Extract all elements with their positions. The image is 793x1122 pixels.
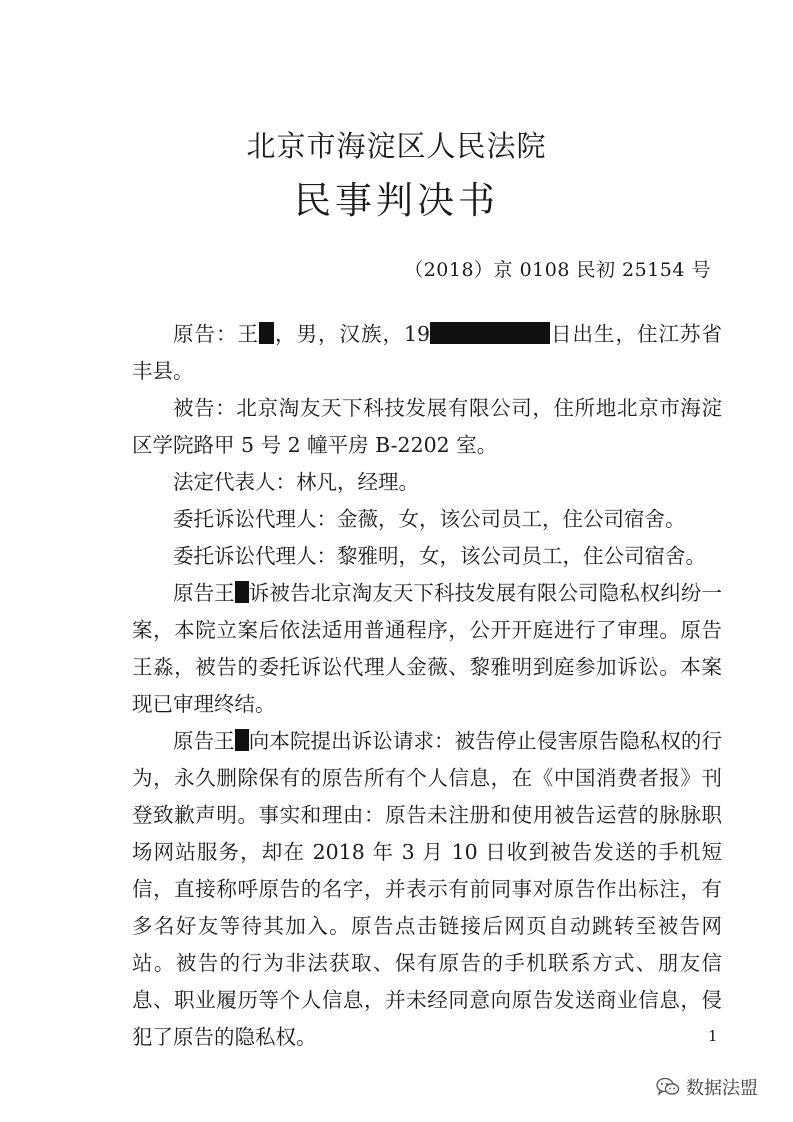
court-name: 北京市海淀区人民法院	[246, 129, 547, 163]
document-body	[132, 316, 722, 1056]
redaction-block	[235, 581, 249, 603]
wechat-icon	[656, 1077, 680, 1097]
redaction-block	[235, 729, 249, 751]
legal-representative: 法定代表人：林凡，经理。	[173, 470, 419, 494]
agent-1: 委托诉讼代理人：金薇，女，该公司员工，住公司宿舍。	[173, 507, 686, 531]
redaction-block	[259, 322, 274, 344]
watermark	[656, 1074, 758, 1100]
plaintiff-info: 原告：王 ，男，汉族，19 日出生，住江苏省丰县。	[132, 322, 723, 383]
case-paragraph: 原告王 诉被告北京淘友天下科技发展有限公司隐私权纠纷一案，本院立案后依法适用普通程序，公开开庭进行了审理。原告王淼，被告的委托诉讼代理人金薇、黎雅明到庭参加诉讼。本案现已审理终结。	[132, 581, 723, 716]
redaction-block	[430, 322, 550, 344]
document-title: 民事判决书	[294, 179, 499, 222]
agent-2: 委托诉讼代理人：黎雅明，女，该公司员工，住公司宿舍。	[173, 544, 706, 568]
watermark-text: 数据法盟	[686, 1078, 758, 1099]
page-number: 1	[708, 1027, 718, 1045]
case-number: （2018）京 0108 民初 25154 号	[404, 259, 711, 281]
defendant-info: 被告：北京淘友天下科技发展有限公司，住所地北京市海淀区学院路甲 5 号 2 幢平房 B-2202 室。	[132, 396, 722, 457]
claim-paragraph: 原告王 向本院提出诉讼请求：被告停止侵害原告隐私权的行为，永久删除保有的原告所有个人信息，在《中国消费者报》刊登致歉声明。事实和理由：原告未注册和使用被告运营的脉脉职场网站服务，却在 2018 年 3 月 10 日收到被告发送的手机短信，直接称呼原告的名字，并表示有前同事对原告作出标注，有多名好友等待其加入。原告点击链接后网页自动跳转至被告网站。被告的行为非法获取、保有原告的手机联系方式、朋友信息、职业履历等个人信息，并未经同意向原告发送商业信息，侵犯了原告的隐私权。	[132, 729, 723, 1049]
